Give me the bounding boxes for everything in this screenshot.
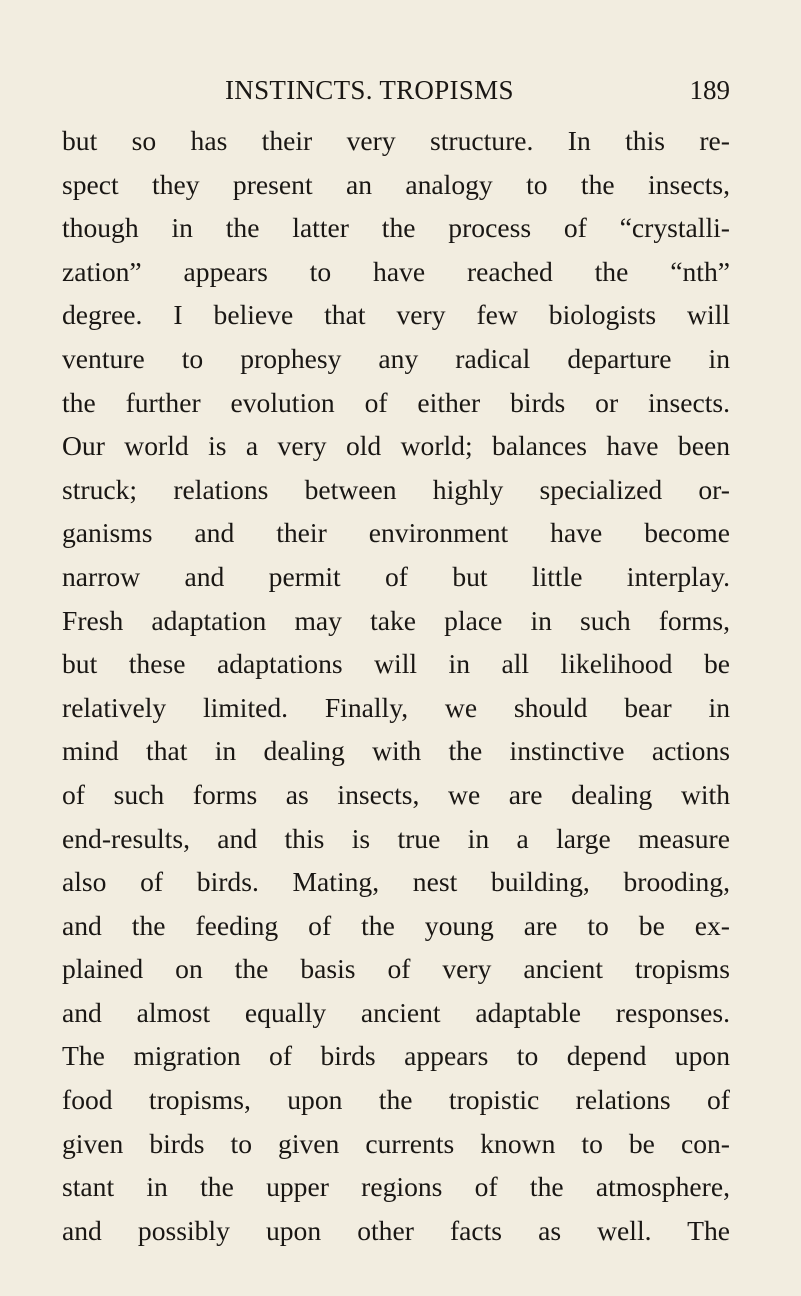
text-line: venture to prophesy any radical departure in bbox=[62, 342, 730, 374]
text-line: zation” appears to have reached the “nth” bbox=[62, 255, 730, 287]
running-head bbox=[62, 70, 730, 110]
text-line: plained on the basis of very ancient tropisms bbox=[62, 953, 730, 985]
text-line: mind that in dealing with the instinctive actions bbox=[62, 735, 730, 767]
text-line: spect they present an analogy to the insects, bbox=[62, 168, 730, 200]
text-line: but so has their very structure. In this re- bbox=[62, 125, 730, 156]
text-line: stant in the upper regions of the atmosphere, bbox=[62, 1171, 730, 1203]
text-line: but these adaptations will in all likelihood be bbox=[62, 648, 730, 680]
text-line: and the feeding of the young are to be ex- bbox=[62, 909, 730, 941]
text-line: ganisms and their environment have become bbox=[62, 517, 730, 549]
text-line: though in the latter the process of “crystalli- bbox=[62, 212, 730, 244]
text-line: narrow and permit of but little interplay. bbox=[62, 560, 730, 592]
text-line: The migration of birds appears to depend upon bbox=[62, 1040, 730, 1072]
text-line: Fresh adaptation may take place in such forms, bbox=[62, 604, 730, 636]
body-text bbox=[62, 119, 730, 1252]
text-line: struck; relations between highly specialized or- bbox=[62, 473, 730, 505]
text-line: end-results, and this is true in a large measure bbox=[62, 822, 730, 854]
text-line: given birds to given currents known to be con- bbox=[62, 1127, 730, 1159]
text-line: relatively limited. Finally, we should bear in bbox=[62, 691, 730, 723]
running-title: INSTINCTS. TROPISMS bbox=[225, 75, 514, 105]
text-line: also of birds. Mating, nest building, brooding, bbox=[62, 866, 730, 898]
text-line: degree. I believe that very few biologists will bbox=[62, 299, 730, 331]
text-line: and possibly upon other facts as well. The bbox=[62, 1214, 730, 1246]
text-line: food tropisms, upon the tropistic relations of bbox=[62, 1084, 730, 1116]
text-line: the further evolution of either birds or insects. bbox=[62, 386, 730, 418]
text-line: of such forms as insects, we are dealing with bbox=[62, 778, 730, 810]
text-line: Our world is a very old world; balances have been bbox=[62, 430, 730, 462]
page-number: 189 bbox=[689, 75, 730, 105]
text-line: and almost equally ancient adaptable responses. bbox=[62, 996, 730, 1028]
